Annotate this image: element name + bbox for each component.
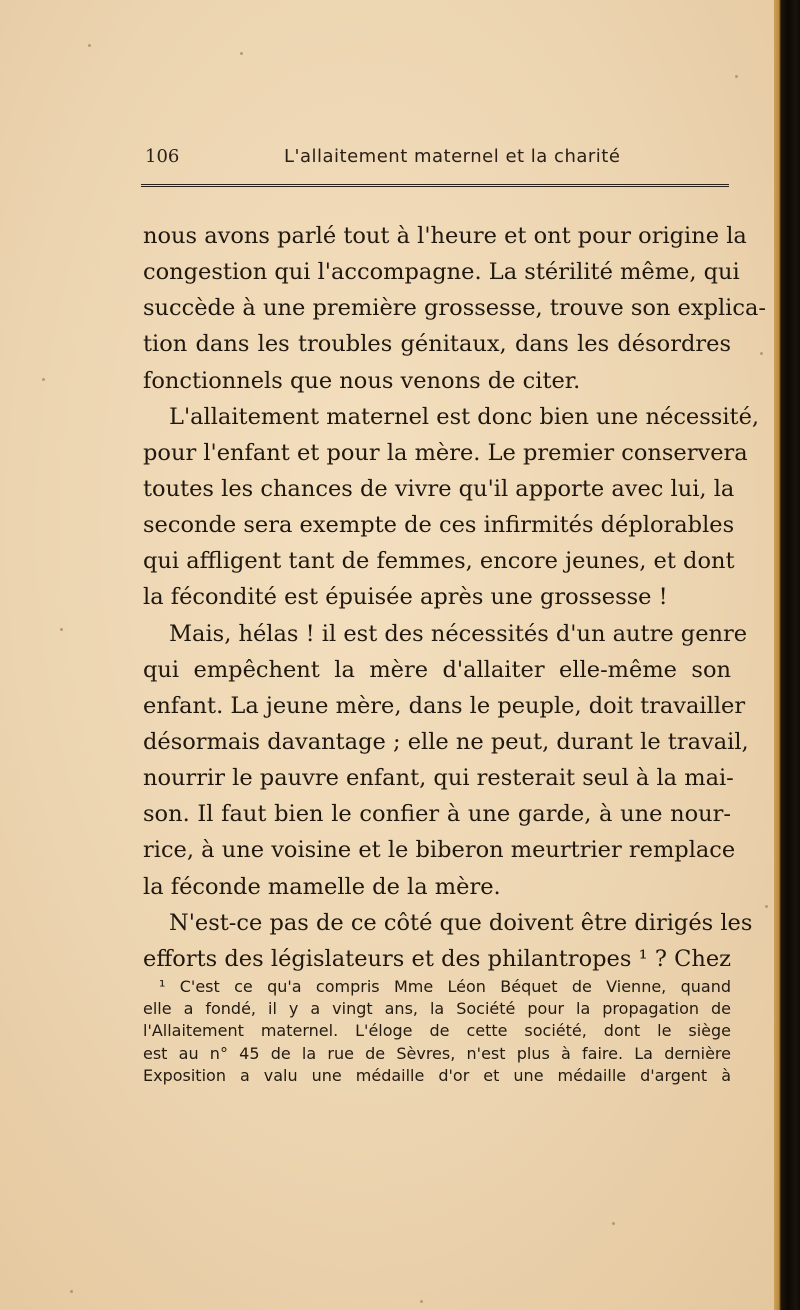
running-head: L'allaitement maternel et la charité [284,146,621,167]
text-line: tion dans les troubles génitaux, dans les désordres [143,331,731,358]
text-line: nourrir le pauvre enfant, qui resterait seul à la mai- [143,765,734,792]
text-line: pour l'enfant et pour la mère. Le premier conservera [143,439,748,466]
text-line: toutes les chances de vivre qu'il apporte avec lui, la [143,475,735,502]
book-binding-edge [774,0,800,1310]
text-line: efforts des législateurs et des philantropes ¹ ? Chez [143,945,731,972]
text-line: qui empêchent la mère d'allaiter elle-même son [143,656,731,683]
text-line: la fécondité est épuisée après une grossesse ! [143,584,668,611]
paper-speck [60,628,63,631]
text-line: nous avons parlé tout à l'heure et ont pour origine la [143,223,747,249]
text-line: congestion qui l'accompagne. La stérilité même, qui [143,259,740,286]
text-line: enfant. La jeune mère, dans le peuple, doit travailler [143,692,746,719]
paper-speck [420,1300,423,1303]
paper-speck [240,52,243,55]
paper-speck [42,378,45,381]
body-text [143,218,766,977]
text-line: N'est-ce pas de ce côté que doivent être dirigés les [169,909,753,936]
header-rule [141,184,729,187]
paper-speck [765,905,768,908]
footnote-line: l'Allaitement maternel. L'éloge de cette société, dont le siège [143,1021,731,1041]
text-line: succède à une première grossesse, trouve son explica- [143,295,766,322]
footnote-line: Exposition a valu une médaille d'or et une médaille d'argent à [143,1065,731,1085]
text-line: son. Il faut bien le confier à une garde, à une nour- [143,801,731,828]
footnote-line: est au n° 45 de la rue de Sèvres, n'est plus à faire. La dernière [143,1043,731,1063]
footnote [143,976,731,1087]
footnote-line: ¹ C'est ce qu'a compris Mme Léon Béquet de Vienne, quand [159,977,731,996]
paper-speck [760,352,763,355]
text-line: Mais, hélas ! il est des nécessités d'un autre genre [169,620,748,647]
page-header [145,146,728,170]
footnote-line: elle a fondé, il y a vingt ans, la Société pour la propagation de [143,999,731,1019]
paper-speck [88,44,91,47]
text-line: seconde sera exempte de ces infirmités déplorables [143,512,735,539]
text-line: rice, à une voisine et le biberon meurtrier remplace [143,837,736,864]
text-line: désormais davantage ; elle ne peut, durant le travail, [143,728,749,755]
text-line: fonctionnels que nous venons de citer. [143,367,581,394]
paper-speck [612,1222,615,1225]
text-line: L'allaitement maternel est donc bien une nécessité, [169,403,760,430]
page-number: 106 [145,146,180,167]
text-line: la féconde mamelle de la mère. [143,873,501,900]
paper-speck [70,1290,73,1293]
paper-speck [735,75,738,78]
text-line: qui affligent tant de femmes, encore jeunes, et dont [143,548,735,575]
